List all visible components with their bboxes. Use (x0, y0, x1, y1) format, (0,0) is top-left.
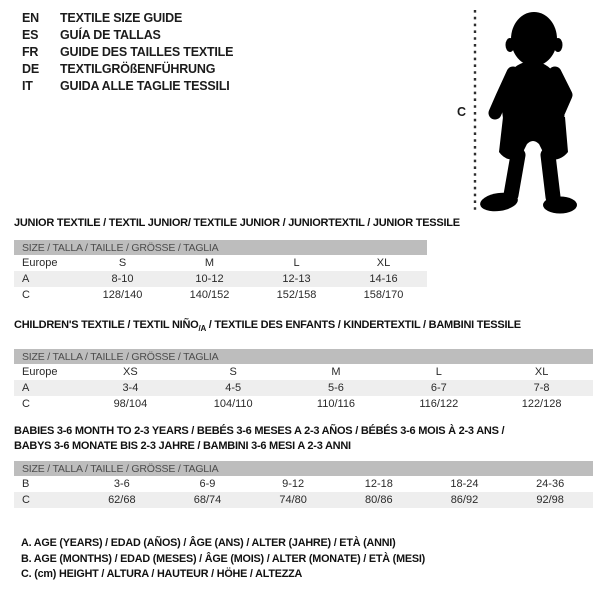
table-row (14, 255, 427, 271)
table-cell: 7-8 (533, 382, 550, 395)
table-title: CHILDREN'S TEXTILE / TEXTIL $NIÑO_{/A}$ / TEXTILE DES ENFANTS / KINDERTEXTIL / BAMBINI TESSILE (14, 319, 521, 334)
language-title: GUIDE DES TAILLES TEXTILE (60, 44, 234, 59)
language-code: ES (22, 27, 39, 42)
legend-line-b: B. AGE (MONTHS) / EDAD (MESES) / ÂGE (MOIS) / ALTER (MONATE) / ETÀ (MESI) (21, 552, 426, 565)
table-cell: 152/158 (276, 289, 317, 301)
table-cell: 86/92 (450, 494, 479, 506)
table-cell: XL (534, 366, 549, 379)
junior-textile-table (14, 217, 460, 303)
size-header-label: SIZE / TALLA / TAILLE / GRÖSSE / TAGLIA (14, 349, 593, 364)
table-cell: 18-24 (450, 478, 479, 490)
table-cell: 4-5 (225, 382, 242, 395)
table-row (14, 476, 593, 492)
table-row (14, 364, 593, 380)
table-row (14, 492, 593, 508)
language-title: TEXTILE SIZE GUIDE (60, 10, 183, 25)
table-row (14, 380, 593, 396)
table-title-line: JUNIOR TEXTILE / TEXTIL JUNIOR/ TEXTILE JUNIOR / JUNIORTEXTIL / JUNIOR TESSILE (14, 217, 460, 229)
table-cell: 8-10 (111, 273, 134, 285)
table-cell: 110/116 (316, 398, 356, 411)
table-row (14, 287, 427, 303)
size-header-label: SIZE / TALLA / TAILLE / GRÖSSE / TAGLIA (14, 461, 593, 476)
size-table (14, 461, 593, 508)
table-cell: 140/152 (189, 289, 230, 301)
size-table (14, 240, 427, 303)
table-cell: XS (123, 366, 138, 379)
row-label: C (22, 494, 30, 506)
language-title: TEXTILGRÖßENFÜHRUNG (60, 61, 216, 76)
table-cell: 104/110 (213, 398, 253, 411)
language-row-es (22, 26, 233, 43)
row-label: C (22, 398, 30, 411)
table-cell: 158/170 (363, 289, 404, 301)
legend-line-c: C. (cm) HEIGHT / ALTURA / HAUTEUR / HÖHE / ALTEZZA (21, 568, 303, 580)
table-title-line: BABIES 3-6 MONTH TO 2-3 YEARS / BEBÉS 3-6 MESES A 2-3 AÑOS / BÉBÉS 3-6 MOIS À 2-3 ANS / (14, 425, 505, 437)
table-cell: 68/74 (193, 494, 222, 506)
baby-silhouette-figure (455, 5, 600, 215)
table-cell: 74/80 (279, 494, 307, 506)
language-title: GUIDA ALLE TAGLIE TESSILI (60, 78, 230, 93)
language-title: GUÍA DE TALLAS (60, 27, 161, 42)
table-cell: 98/104 (113, 398, 148, 411)
table-cell: 3-6 (113, 478, 130, 490)
table-cell: 62/68 (108, 494, 136, 506)
language-code: FR (22, 44, 39, 59)
table-cell: S (229, 366, 237, 379)
size-header-bar (14, 240, 427, 255)
row-label: C (22, 289, 30, 301)
language-code: EN (22, 10, 39, 25)
measurement-legend (21, 536, 425, 583)
table-cell: 12-13 (282, 273, 311, 285)
table-cell: M (204, 257, 215, 269)
row-label: A (22, 273, 30, 285)
size-header-bar (14, 349, 593, 364)
table-cell: 116/122 (419, 398, 459, 411)
table-row (14, 396, 593, 412)
table-row (14, 271, 427, 287)
table-cell: 6-7 (430, 382, 447, 395)
language-code: IT (22, 78, 33, 93)
table-cell: L (435, 366, 442, 379)
size-header-label: SIZE / TALLA / TAILLE / GRÖSSE / TAGLIA (14, 240, 427, 255)
row-label: B (22, 478, 30, 490)
size-header-bar (14, 461, 593, 476)
babies-textile-table (14, 424, 593, 508)
table-title (14, 424, 593, 454)
table-cell: 122/128 (521, 398, 562, 411)
language-list (22, 9, 233, 94)
table-title (14, 217, 460, 230)
table-cell: 14-16 (369, 273, 398, 285)
language-row-it (22, 77, 233, 94)
table-cell: 128/140 (102, 289, 143, 301)
baby-silhouette (479, 12, 577, 214)
table-cell: 6-9 (199, 478, 216, 490)
table-cell: XL (376, 257, 391, 269)
language-row-de (22, 60, 233, 77)
table-cell: 24-36 (536, 478, 565, 490)
height-measure-label: C (457, 105, 467, 119)
table-title-line: BABYS 3-6 MONATE BIS 2-3 JAHRE / BAMBINI 3-6 MESI A 2-3 ANNI (14, 440, 351, 452)
row-label: Europe (22, 257, 58, 269)
table-cell: 9-12 (282, 478, 305, 490)
legend-line-a: A. AGE (YEARS) / EDAD (AÑOS) / ÂGE (ANS) / ALTER (JAHRE) / ETÀ (ANNI) (21, 537, 396, 549)
table-cell: 5-6 (328, 382, 344, 395)
row-label: Europe (22, 366, 58, 379)
row-label: A (22, 382, 30, 395)
language-row-fr (22, 43, 233, 60)
table-cell: 12-18 (364, 478, 393, 490)
table-cell: M (331, 366, 341, 379)
table-cell: 92/98 (536, 494, 564, 506)
table-cell: 80/86 (365, 494, 393, 506)
language-code: DE (22, 61, 39, 76)
size-table (14, 349, 593, 412)
childrens-textile-table (14, 319, 593, 412)
language-row-en (22, 9, 233, 26)
table-cell: 10-12 (195, 273, 224, 285)
table-cell: S (118, 257, 127, 269)
table-cell: L (293, 257, 300, 269)
table-cell: 3-4 (122, 382, 139, 395)
